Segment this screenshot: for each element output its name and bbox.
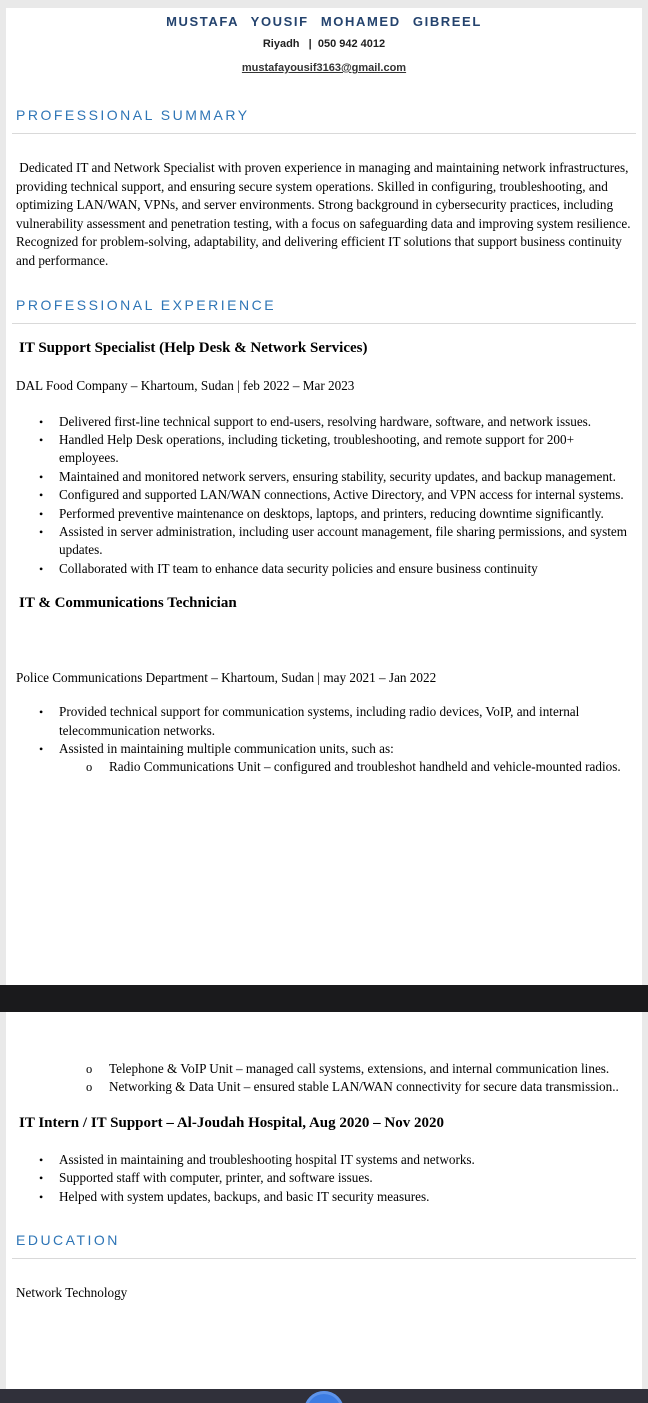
bullet-text: Delivered first-line technical support to end-users, resolving hardware, software, and network issues. xyxy=(59,413,592,429)
bullet-list xyxy=(12,413,636,579)
job-meta: Police Communications Department – Khartoum, Sudan | may 2021 – Jan 2022 xyxy=(16,670,437,686)
job-title: IT Support Specialist (Help Desk & Network Services) xyxy=(19,339,368,356)
bullet-marker: • xyxy=(39,469,44,484)
summary-paragraph: Dedicated IT and Network Specialist with proven experience in managing and maintaining network infrastructures, providing technical support, and ensuring secure system operations. Skilled in configuring, troubleshooting, and optimizing LAN/WAN, VPNs, and server environments. Strong background in cybersecurity practices, including vulnerability assessment and penetration testing, with a focus on safeguarding data and improving system resilience. Recognized for problem-solving, adaptability, and delivering efficient IT solutions that support business continuity and performance. xyxy=(16,160,634,268)
sub-bullet-marker: o xyxy=(86,760,93,775)
bullet-text: Helped with system updates, backups, and basic IT security measures. xyxy=(59,1188,430,1204)
bullet-text: Provided technical support for communication systems, including radio devices, VoIP, and internal telecommunication networks. xyxy=(59,704,580,738)
bullet-item xyxy=(39,703,634,740)
bullet-marker: • xyxy=(39,432,44,447)
bullet-marker: • xyxy=(39,414,44,429)
sub-bullet-text: Radio Communications Unit – configured and troubleshot handheld and vehicle-mounted radios. xyxy=(109,759,621,775)
bullet-text: Assisted in maintaining and troubleshooting hospital IT systems and networks. xyxy=(59,1151,475,1167)
contact-line: Riyadh | 050 942 4012 xyxy=(262,38,386,50)
job-title: IT Intern / IT Support – Al-Joudah Hospital, Aug 2020 – Nov 2020 xyxy=(19,1114,444,1131)
page-break-band xyxy=(0,985,648,1012)
bullet-marker: • xyxy=(39,488,44,503)
bullet-list xyxy=(12,703,636,777)
sub-bullet-marker: o xyxy=(86,1062,93,1076)
section-divider xyxy=(12,1258,636,1259)
section-divider xyxy=(12,323,636,324)
sub-bullet-item xyxy=(86,1078,634,1096)
education-item: Network Technology xyxy=(16,1285,128,1301)
sub-bullet-list xyxy=(12,1060,636,1097)
bullet-marker: • xyxy=(39,705,44,720)
bullet-item xyxy=(39,413,634,431)
resume-name: MUSTAFA YOUSIF MOHAMED GIBREEL xyxy=(166,14,482,29)
page-2 xyxy=(6,1012,642,1389)
bullet-marker: • xyxy=(39,1189,44,1204)
section-divider xyxy=(12,133,636,134)
bullet-text: Assisted in server administration, including user account management, file sharing permissions, and system updates. xyxy=(59,524,628,558)
bullet-item xyxy=(39,740,634,758)
bullet-text: Maintained and monitored network servers, ensuring stability, security updates, and backup management. xyxy=(59,468,616,484)
job-meta: DAL Food Company – Khartoum, Sudan | feb 2022 – Mar 2023 xyxy=(16,377,355,393)
bullet-marker: • xyxy=(39,742,44,757)
section-title-experience: PROFESSIONAL EXPERIENCE xyxy=(16,296,277,313)
bullet-item xyxy=(39,468,634,486)
bullet-item xyxy=(39,431,634,468)
bullet-text: Supported staff with computer, printer, and software issues. xyxy=(59,1170,373,1186)
bullet-text: Handled Help Desk operations, including ticketing, troubleshooting, and remote support for 200+ employees. xyxy=(59,431,575,466)
bullet-item xyxy=(39,1151,634,1169)
bullet-marker: • xyxy=(39,506,44,521)
sub-bullet-item xyxy=(86,758,634,776)
sub-bullet-text: Telephone & VoIP Unit – managed call systems, extensions, and internal communication lines. xyxy=(109,1061,610,1076)
sub-bullet-marker: o xyxy=(86,1080,93,1095)
bullet-text: Assisted in maintaining multiple communication units, such as: xyxy=(59,741,394,757)
bullet-marker: • xyxy=(39,525,44,539)
bullet-item xyxy=(39,505,634,523)
bullet-item xyxy=(39,486,634,504)
sub-bullet-text: Networking & Data Unit – ensured stable LAN/WAN connectivity for secure data transmission.. xyxy=(109,1079,619,1095)
bullet-marker: • xyxy=(39,561,44,576)
section-title-education: EDUCATION xyxy=(16,1232,120,1249)
bullet-text: Collaborated with IT team to enhance data security policies and ensure business continuity xyxy=(59,560,538,576)
bullet-list xyxy=(12,1151,636,1206)
email-row xyxy=(12,58,636,76)
bullet-text: Performed preventive maintenance on desktops, laptops, and printers, reducing downtime significantly. xyxy=(59,505,604,521)
bullet-item xyxy=(39,523,634,560)
bullet-marker: • xyxy=(39,1171,44,1186)
email-link[interactable]: mustafayousif3163@gmail.com xyxy=(241,62,407,74)
bullet-item xyxy=(39,1169,634,1187)
bullet-marker: • xyxy=(39,1152,44,1167)
page-1 xyxy=(6,8,642,985)
section-title-summary: PROFESSIONAL SUMMARY xyxy=(16,107,250,123)
bullet-item xyxy=(39,1188,634,1206)
bullet-text: Configured and supported LAN/WAN connections, Active Directory, and VPN access for internal systems. xyxy=(59,487,624,503)
bullet-item xyxy=(39,560,634,578)
sub-bullet-item xyxy=(86,1060,634,1078)
job-title: IT & Communications Technician xyxy=(19,595,237,612)
